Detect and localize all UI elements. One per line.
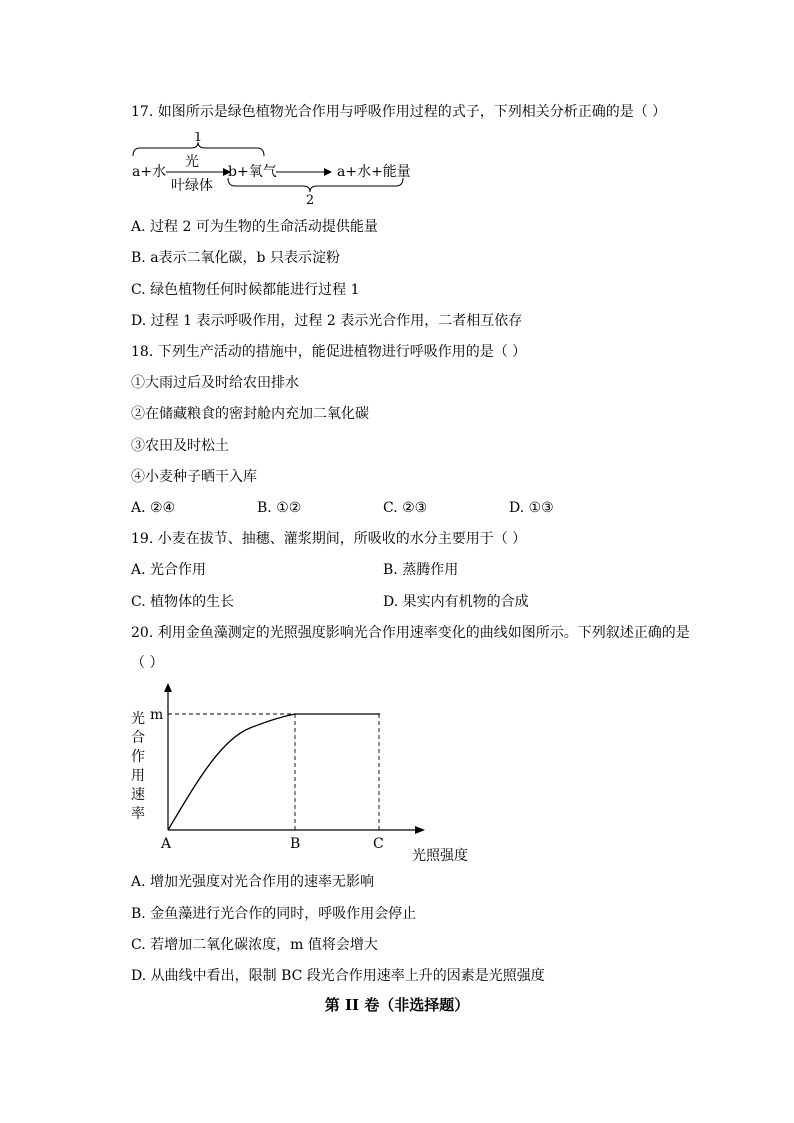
brace-2-label: 2 bbox=[305, 193, 315, 207]
brace-2 bbox=[228, 178, 403, 192]
x-axis-arrow-icon bbox=[415, 826, 425, 834]
q18-item-1: ①大雨过后及时给农田排水 bbox=[131, 375, 299, 391]
q18-stem: 18. 下列生产活动的措施中，能促进植物进行呼吸作用的是（ ） bbox=[131, 344, 527, 360]
y-axis-label-char: 光 bbox=[131, 711, 145, 727]
y-axis-label-char: 作 bbox=[131, 749, 145, 765]
q20-light-intensity-graph bbox=[125, 680, 485, 865]
y-axis-label-char: 速 bbox=[131, 787, 145, 803]
y-axis-arrow-icon bbox=[164, 683, 172, 692]
y-axis-label-char: 合 bbox=[131, 730, 145, 746]
m-label: m bbox=[150, 707, 164, 723]
intermediate-text: b+氧气 bbox=[228, 164, 277, 180]
q17-process-diagram bbox=[128, 132, 428, 207]
y-axis-label-char: 用 bbox=[131, 768, 145, 784]
products-text: a+水+能量 bbox=[337, 164, 411, 180]
point-b-label: B bbox=[290, 836, 301, 852]
q18-item-2: ②在储藏粮食的密封舱内充加二氧化碳 bbox=[131, 406, 369, 422]
q17-option-b: B. a表示二氧化碳，b 只表示淀粉 bbox=[131, 250, 340, 266]
q20-option-b: B. 金鱼藻进行光合作的同时，呼吸作用会停止 bbox=[131, 906, 417, 922]
q18-option-c: C. ②③ bbox=[383, 500, 428, 516]
q20-option-d: D. 从曲线中看出，限制 BC 段光合作用速率上升的因素是光照强度 bbox=[131, 968, 545, 984]
q19-stem: 19. 小麦在拔节、抽穗、灌浆期间，所吸收的水分主要用于（ ） bbox=[131, 531, 527, 547]
q20-option-c: C. 若增加二氧化碳浓度，m 值将会增大 bbox=[131, 937, 378, 953]
q18-item-4: ④小麦种子晒干入库 bbox=[131, 469, 257, 485]
q19-option-c: C. 植物体的生长 bbox=[131, 594, 235, 610]
q18-option-d: D. ①③ bbox=[509, 500, 554, 516]
y-axis-label-char: 率 bbox=[131, 806, 145, 822]
point-a-label: A bbox=[161, 836, 172, 852]
q17-option-c: C. 绿色植物任何时候都能进行过程 1 bbox=[131, 282, 360, 298]
section-title: 第 II 卷（非选择题） bbox=[324, 996, 470, 1014]
arrow-head-icon bbox=[324, 168, 332, 176]
q20-option-a: A. 增加光强度对光合作用的速率无影响 bbox=[131, 874, 375, 890]
reactants-text: a+水 bbox=[132, 164, 167, 180]
point-c-label: C bbox=[373, 836, 384, 852]
q17-option-d: D. 过程 1 表示呼吸作用，过程 2 表示光合作用，二者相互依存 bbox=[131, 313, 523, 329]
q17-stem: 17. 如图所示是绿色植物光合作用与呼吸作用过程的式子，下列相关分析正确的是（ ） bbox=[131, 104, 667, 120]
q18-item-3: ③农田及时松土 bbox=[131, 438, 229, 454]
x-axis-label: 光照强度 bbox=[412, 848, 468, 864]
arrow-condition-chloroplast: 叶绿体 bbox=[171, 178, 213, 194]
q20-stem: 20. 利用金鱼藻测定的光照强度影响光合作用速率变化的曲线如图所示。下列叙述正确的是 bbox=[131, 625, 690, 641]
q19-option-d: D. 果实内有机物的合成 bbox=[383, 594, 529, 610]
q18-option-a: A. ②④ bbox=[131, 500, 176, 516]
arrow-condition-light: 光 bbox=[185, 154, 199, 170]
photosynthesis-rate-curve bbox=[168, 714, 380, 830]
q17-option-a: A. 过程 2 可为生物的生命活动提供能量 bbox=[131, 219, 378, 235]
q19-option-b: B. 蒸腾作用 bbox=[383, 562, 459, 578]
brace-1-label: 1 bbox=[193, 132, 203, 145]
q18-option-b: B. ①② bbox=[257, 500, 302, 516]
q19-option-a: A. 光合作用 bbox=[131, 562, 207, 578]
q20-stem-paren: （ ） bbox=[131, 655, 164, 671]
